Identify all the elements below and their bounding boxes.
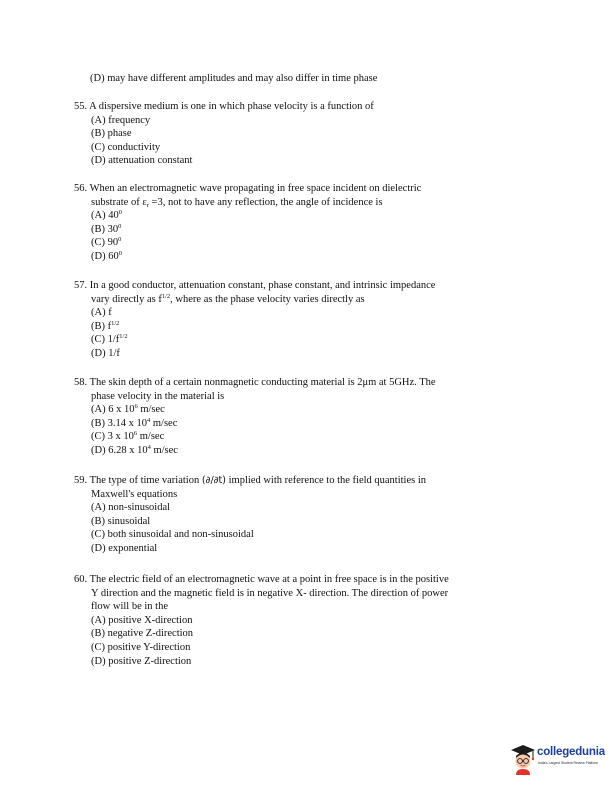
question-57-option-a: (A) f xyxy=(91,307,112,319)
question-55-text: A dispersive medium is one in which phase velocity is a function of xyxy=(89,101,374,112)
question-58-option-b-text: (B) 3.14 x 10 xyxy=(91,417,147,429)
question-59-number: 59. xyxy=(74,475,88,486)
question-58-option-b xyxy=(74,417,514,431)
question-59-stem-continued: Maxwell's equations xyxy=(91,488,178,500)
question-56-option-a xyxy=(74,209,514,223)
unit: m/sec xyxy=(150,417,178,429)
brand-name: collegedunia xyxy=(537,746,605,758)
question-58 xyxy=(74,376,514,458)
question-56-stem xyxy=(74,182,514,196)
partial-derivative-symbol: (∂/∂t) xyxy=(201,475,226,486)
brand-tagline: India's Largest Student Review Platform xyxy=(538,761,599,765)
previous-question-option-d: (D) may have different amplitudes and may also differ in time phase xyxy=(90,73,378,84)
question-56-cont-post: =3, not to have any reflection, the angle of incidence is xyxy=(148,196,383,208)
question-59-option-a: (A) non-sinusoidal xyxy=(91,502,171,514)
question-55-stem xyxy=(74,100,514,114)
question-58-text: The skin depth of a certain nonmagnetic conducting material is 2μm at 5GHz. The xyxy=(89,377,436,388)
question-58-option-c-text: (C) 3 x 10 xyxy=(91,431,134,443)
question-55-option-b: (B) phase xyxy=(91,128,132,140)
question-59-option-d: (D) exponential xyxy=(91,542,158,554)
graduate-logo-icon xyxy=(508,741,538,775)
question-59-text-pre: The type of time variation xyxy=(89,475,202,486)
degree-sup: 0 xyxy=(118,222,122,230)
question-59 xyxy=(74,474,514,556)
question-56-number: 56. xyxy=(74,183,88,194)
question-55-option-a: (A) frequency xyxy=(91,114,151,126)
question-55-option-d: (D) attenuation constant xyxy=(91,155,193,167)
question-60-option-b: (B) negative Z-direction xyxy=(91,628,194,640)
question-56-option-c-text: (C) 90 xyxy=(91,237,119,249)
question-56-text: When an electromagnetic wave propagating in free space incident on dielectric xyxy=(89,183,422,194)
question-60-number: 60. xyxy=(74,574,88,585)
question-57-cont-sup: 1/2 xyxy=(161,292,171,300)
question-56-option-d-text: (D) 60 xyxy=(91,250,119,262)
question-57 xyxy=(74,279,514,361)
question-58-option-b-sup: 4 xyxy=(147,416,151,424)
question-60-stem xyxy=(74,573,534,587)
collegedunia-brand[interactable] xyxy=(508,741,608,775)
question-58-option-a xyxy=(74,403,514,417)
question-58-option-d xyxy=(74,444,514,458)
question-58-option-c-sup: 6 xyxy=(133,430,138,438)
question-57-number: 57. xyxy=(74,280,88,291)
question-59-option-b: (B) sinusoidal xyxy=(91,515,151,527)
question-58-stem xyxy=(74,376,514,390)
question-56-option-d xyxy=(74,250,514,264)
question-55 xyxy=(74,100,514,168)
question-57-option-c-text: (C) 1/f xyxy=(91,334,120,346)
question-57-option-b xyxy=(74,320,514,334)
question-57-option-c-sup: 1/2 xyxy=(119,333,128,341)
question-57-option-c xyxy=(74,333,514,347)
question-55-number: 55. xyxy=(74,101,88,112)
unit: m/sec xyxy=(137,431,165,443)
question-60-option-a: (A) positive X-direction xyxy=(91,614,193,626)
question-57-cont-post: , where as the phase velocity varies directly as xyxy=(170,293,365,305)
question-56-cont-pre: substrate of ε xyxy=(91,196,147,208)
question-56-option-c xyxy=(74,236,514,250)
question-56-option-b-text: (B) 30 xyxy=(91,223,119,235)
question-56 xyxy=(74,182,514,264)
question-59-text-post: implied with reference to the field quantities in xyxy=(226,475,427,486)
question-56-cont-sub: r xyxy=(146,201,149,209)
question-57-text: In a good conductor, attenuation constant, phase constant, and intrinsic impedance xyxy=(89,280,436,291)
question-56-stem-continued xyxy=(74,196,514,210)
question-60-text: The electric field of an electromagnetic wave at a point in free space is in the positive xyxy=(89,574,449,585)
question-57-stem-continued xyxy=(74,293,514,307)
question-60-stem-continued-1: Y direction and the magnetic field is in negative X- direction. The direction of power xyxy=(91,587,449,599)
question-60-option-c: (C) positive Y-direction xyxy=(91,641,191,653)
question-60 xyxy=(74,573,534,668)
question-57-cont-pre: vary directly as f xyxy=(91,293,162,305)
question-59-option-c: (C) both sinusoidal and non-sinusoidal xyxy=(91,529,254,541)
question-58-option-c xyxy=(74,430,514,444)
question-58-option-d-sup: 4 xyxy=(147,443,151,451)
question-58-stem-continued: phase velocity in the material is xyxy=(91,390,225,402)
unit: m/sec xyxy=(137,404,165,416)
degree-sup: 0 xyxy=(118,209,122,217)
question-59-stem xyxy=(74,474,514,488)
question-57-option-b-sup: 1/2 xyxy=(111,319,120,327)
question-56-option-b xyxy=(74,223,514,237)
degree-sup: 0 xyxy=(118,249,122,257)
question-57-option-b-text: (B) f xyxy=(91,320,112,332)
question-58-number: 58. xyxy=(74,377,88,388)
question-57-stem xyxy=(74,279,514,293)
question-58-option-a-sup: 6 xyxy=(134,403,138,411)
question-58-option-a-text: (A) 6 x 10 xyxy=(91,404,135,416)
question-58-option-d-text: (D) 6.28 x 10 xyxy=(91,444,148,456)
question-60-stem-continued-2: flow will be in the xyxy=(91,601,168,613)
question-56-option-a-text: (A) 40 xyxy=(91,210,119,222)
degree-sup: 0 xyxy=(118,236,122,244)
unit: m/sec xyxy=(150,444,178,456)
question-57-option-d: (D) 1/f xyxy=(91,347,120,359)
question-55-option-c: (C) conductivity xyxy=(91,141,161,153)
question-60-option-d: (D) positive Z-direction xyxy=(91,655,192,667)
